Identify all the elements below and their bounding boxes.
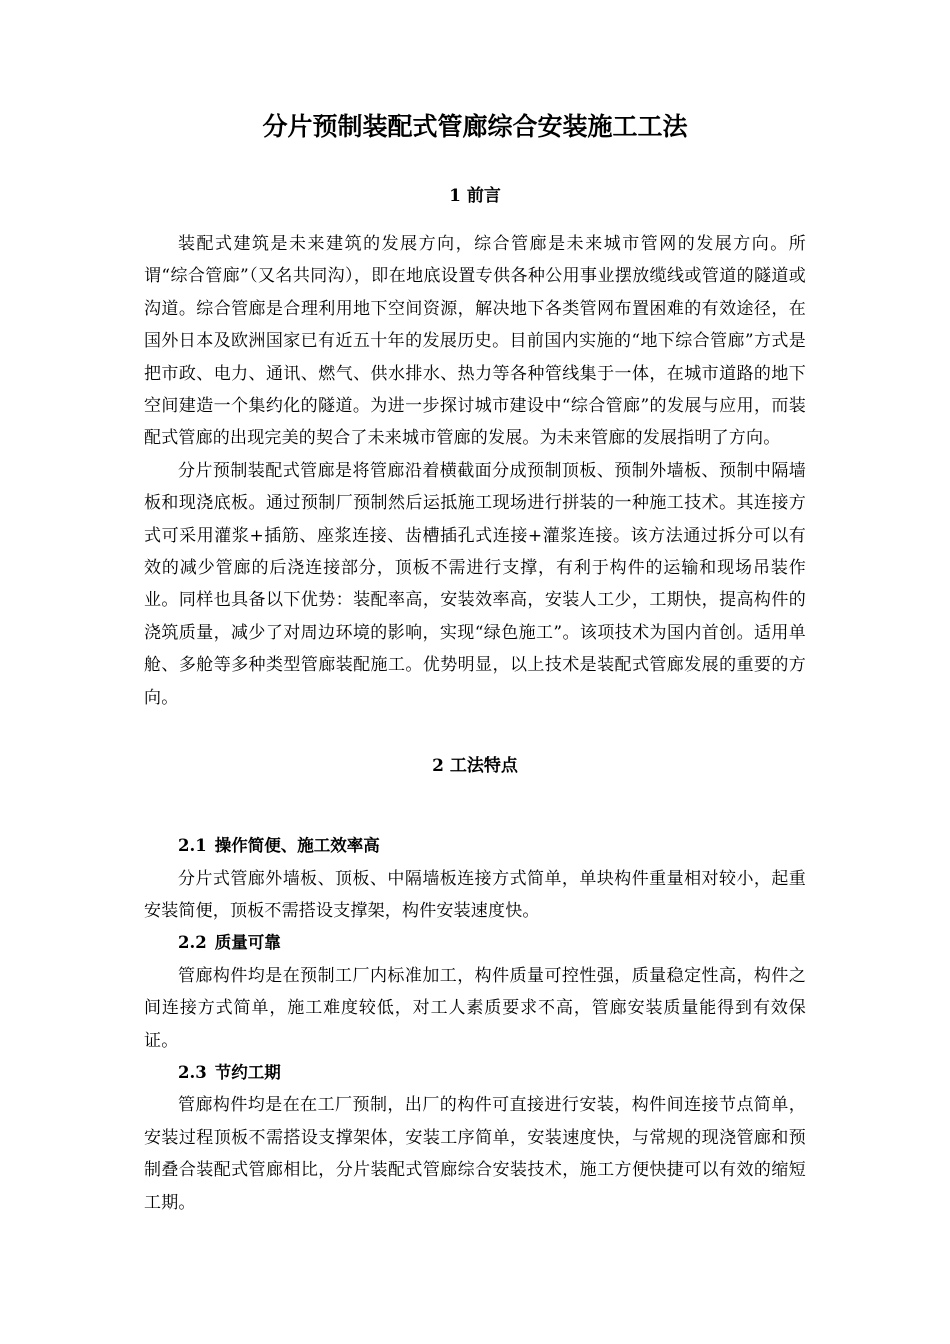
subsection-title: 节约工期 <box>214 1062 281 1082</box>
paragraph-2-3: 管廊构件均是在在工厂预制，出厂的构件可直接进行安装，构件间连接节点简单，安装过程顶板不需搭设支撑架体，安装工序简单，安装速度快，与常规的现浇管廊和预制叠合装配式管廊相比，分片装配式管廊综合安装技术，施工方便快捷可以有效的缩短工期。 <box>144 1095 806 1213</box>
section-heading-1: 1 前言 <box>449 186 501 206</box>
paragraph-2-2: 管廊构件均是在预制工厂内标准加工，构件质量可控性强，质量稳定性高，构件之间连接方式简单，施工难度较低，对工人素质要求不高，管廊安装质量能得到有效保证。 <box>144 965 806 1051</box>
subsection-heading-2-2 <box>144 927 806 959</box>
subsection-heading-2-1 <box>144 830 806 862</box>
subsection-heading-2-3 <box>144 1057 806 1089</box>
subsection-number: 2.3 <box>178 1062 207 1082</box>
subsection-title: 操作简便、施工效率高 <box>214 836 380 856</box>
subsection-title: 质量可靠 <box>214 933 281 953</box>
paragraph-intro-1: 装配式建筑是未来建筑的发展方向，综合管廊是未来城市管网的发展方向。所谓“综合管廊”（又名共同沟），即在地底设置专供各种公用事业摆放缆线或管道的隧道或沟道。综合管廊是合理利用地下空间资源，解决地下各类管网布置困难的有效途径，在国外日本及欧洲国家已有近五十年的发展历史。目前国内实施的“地下综合管廊”方式是把市政、电力、通讯、燃气、供水排水、热力等各种管线集于一体，在城市道路的地下空间建造一个集约化的隧道。为进一步探讨城市建设中“综合管廊”的发展与应用，而装配式管廊的出现完美的契合了未来城市管廊的发展。为未来管廊的发展指明了方向。 <box>144 234 806 449</box>
paragraph-intro-2: 分片预制装配式管廊是将管廊沿着横截面分成预制顶板、预制外墙板、预制中隔墙板和现浇底板。通过预制厂预制然后运抵施工现场进行拼装的一种施工技术。其连接方式可采用灌浆+插筋、座浆连接、齿槽插孔式连接+灌浆连接。该方法通过拆分可以有效的减少管廊的后浇连接部分，顶板不需进行支撑，有利于构件的运输和现场吊装作业。同样也具备以下优势：装配率高，安装效率高，安装人工少，工期快，提高构件的浇筑质量，减少了对周边环境的影响，实现“绿色施工”。该项技术为国内首创。适用单舱、多舱等多种类型管廊装配施工。优势明显，以上技术是装配式管廊发展的重要的方向。 <box>144 460 806 708</box>
section-heading-2: 2 工法特点 <box>432 756 518 777</box>
paragraph-2-1: 分片式管廊外墙板、顶板、中隔墙板连接方式简单，单块构件重量相对较小，起重安装简便，顶板不需搭设支撑架，构件安装速度快。 <box>144 868 806 921</box>
subsection-number: 2.2 <box>178 933 207 953</box>
subsection-number: 2.1 <box>178 836 207 856</box>
document-title: 分片预制装配式管廊综合安装施工工法 <box>262 112 688 141</box>
